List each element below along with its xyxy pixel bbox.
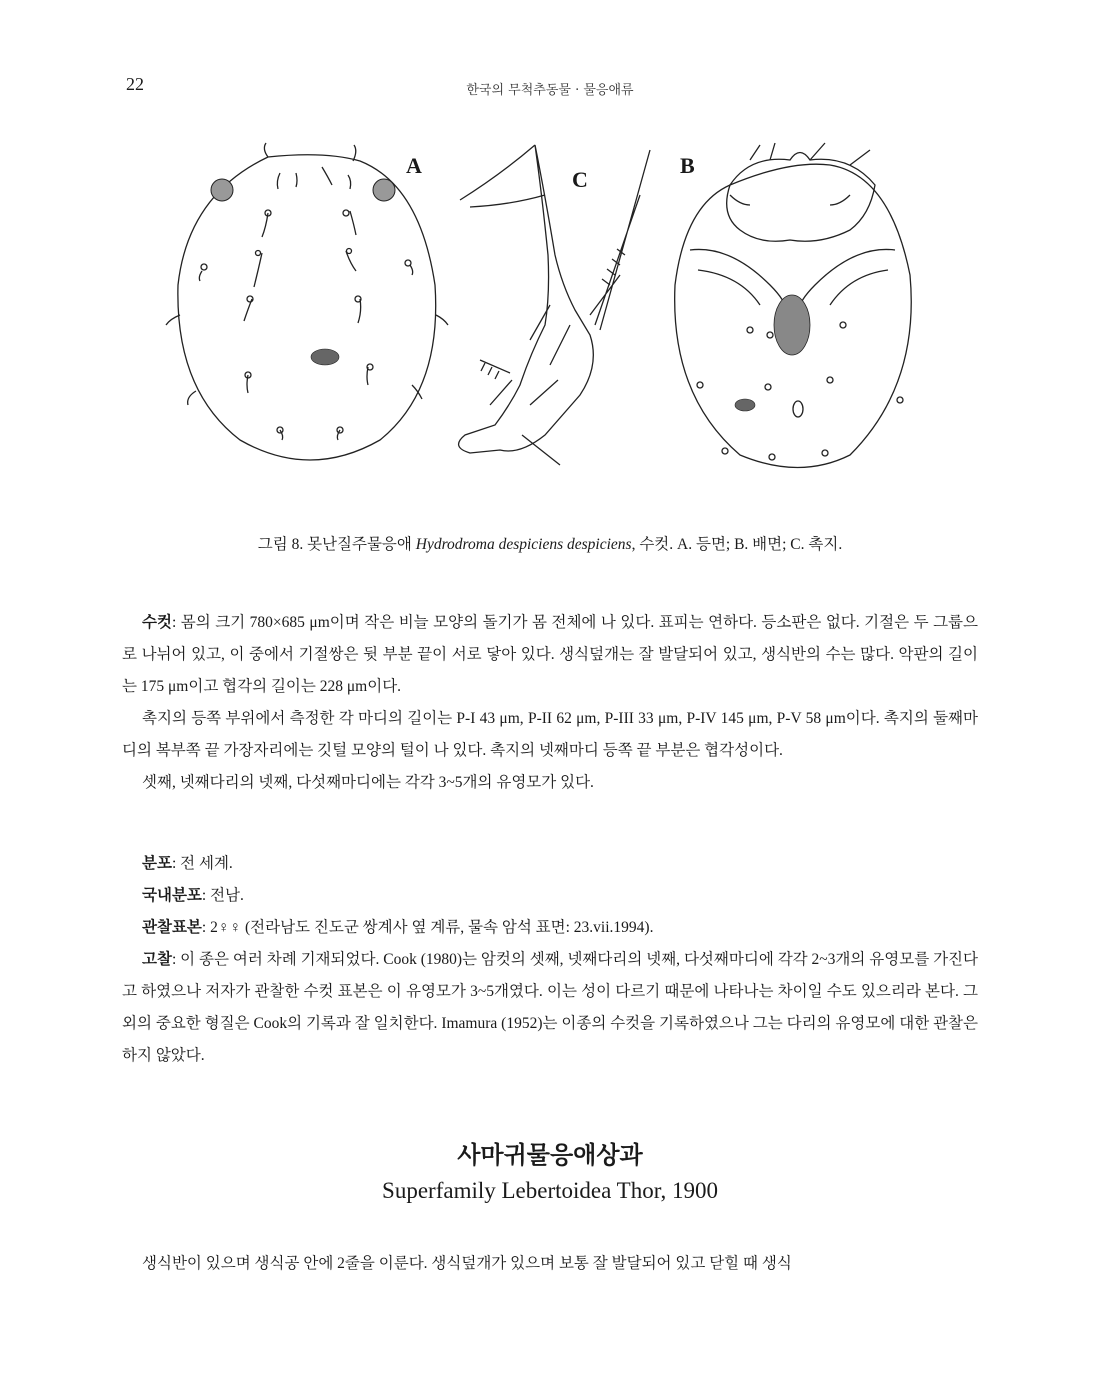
superfamily-title-en: Superfamily Lebertoidea Thor, 1900 — [382, 1178, 718, 1203]
specimens-paragraph — [122, 912, 978, 944]
records-section — [122, 848, 978, 1072]
male-description-paragraph-3: 셋째, 넷째다리의 넷째, 다섯째마디에는 각각 3~5개의 유영모가 있다. — [142, 774, 594, 791]
korea-distribution-text: : 전남. — [201, 887, 244, 904]
caption-prefix: 그림 8. 못난질주물응애 — [257, 536, 416, 553]
remarks-text: : 이 종은 여러 차례 기재되었다. Cook (1980)는 암컷의 셋째, 넷째다리의 넷째, 다섯째마디에 각각 2~3개의 유영모를 가진다고 하였으나 저자가 관찰한 수컷 표본은 이 유영모가 3~5개였다. 이는 성이 다르기 때문에 나타나는 차이일 수도 있으리라 본다. 그 외의 중요한 형질은 Cook의 기록과 잘 일치한다. Imamura (1952)는 이종의 수컷을 기록하였으나 그는 다리의 유영모에 대한 관찰은 하지 않았다. — [122, 951, 978, 1064]
palp-drawing — [459, 145, 650, 465]
superfamily-intro — [122, 1248, 978, 1280]
figure-label-c: C — [572, 167, 588, 192]
korea-distribution-label: 국내분포 — [142, 887, 202, 904]
superfamily-intro-paragraph: 생식반이 있으며 생식공 안에 2줄을 이룬다. 생식덮개가 있으며 보통 잘 발달되어 있고 닫힐 때 생식 — [142, 1255, 792, 1272]
caption-species: Hydrodroma despiciens despiciens — [415, 536, 632, 553]
specimens-label: 관찰표본 — [142, 919, 202, 936]
male-description-paragraph-2: 촉지의 등쪽 부위에서 측정한 각 마디의 길이는 P-I 43 μm, P-II 62 μm, P-III 33 μm, P-IV 145 μm, P-V 58 μm이다. 촉지의 둘째마디의 복부쪽 끝 가장자리에는 깃털 모양의 털이 나 있다. 촉지의 넷째마디 등쪽 끝 부분은 협각성이다. — [122, 710, 978, 759]
ventral-view-drawing — [675, 143, 912, 468]
running-header: 한국의 무척추동물 · 물응애류 — [466, 83, 634, 98]
figure-8-illustration — [150, 135, 940, 510]
remarks-paragraph — [122, 944, 978, 1072]
caption-suffix: , 수컷. A. 등면; B. 배면; C. 촉지. — [631, 536, 843, 553]
figure-8 — [150, 135, 940, 510]
distribution-text: : 전 세계. — [171, 855, 233, 872]
distribution-paragraph — [122, 848, 978, 880]
specimens-text: : 2♀♀ (전라남도 진도군 쌍계사 옆 계류, 물속 암석 표면: 23.vii.1994). — [201, 919, 654, 936]
korea-distribution-paragraph — [122, 880, 978, 912]
figure-label-b: B — [680, 153, 695, 178]
figure-label-a: A — [406, 153, 422, 178]
page-number: 22 — [126, 74, 144, 94]
dorsal-view-drawing — [166, 143, 448, 460]
male-text: : 몸의 크기 780×685 μm이며 작은 비늘 모양의 돌기가 몸 전체에 나 있다. 표피는 연하다. 등소판은 없다. 기절은 두 그룹으로 나뉘어 있고, 이 중에서 기절쌍은 뒷 부분 끝이 서로 닿아 있다. 생식덮개는 잘 발달되어 있고, 생식반의 수는 많다. 악판의 길이는 175 μm이고 협각의 길이는 228 μm이다. — [122, 614, 978, 695]
superfamily-title-ko: 사마귀물응애상과 — [457, 1141, 643, 1169]
male-description-paragraph-1 — [122, 607, 978, 703]
male-description — [122, 607, 978, 799]
male-label: 수컷 — [142, 614, 172, 631]
remarks-label: 고찰 — [142, 951, 172, 968]
distribution-label: 분포 — [142, 855, 172, 872]
figure-caption — [0, 532, 1100, 554]
